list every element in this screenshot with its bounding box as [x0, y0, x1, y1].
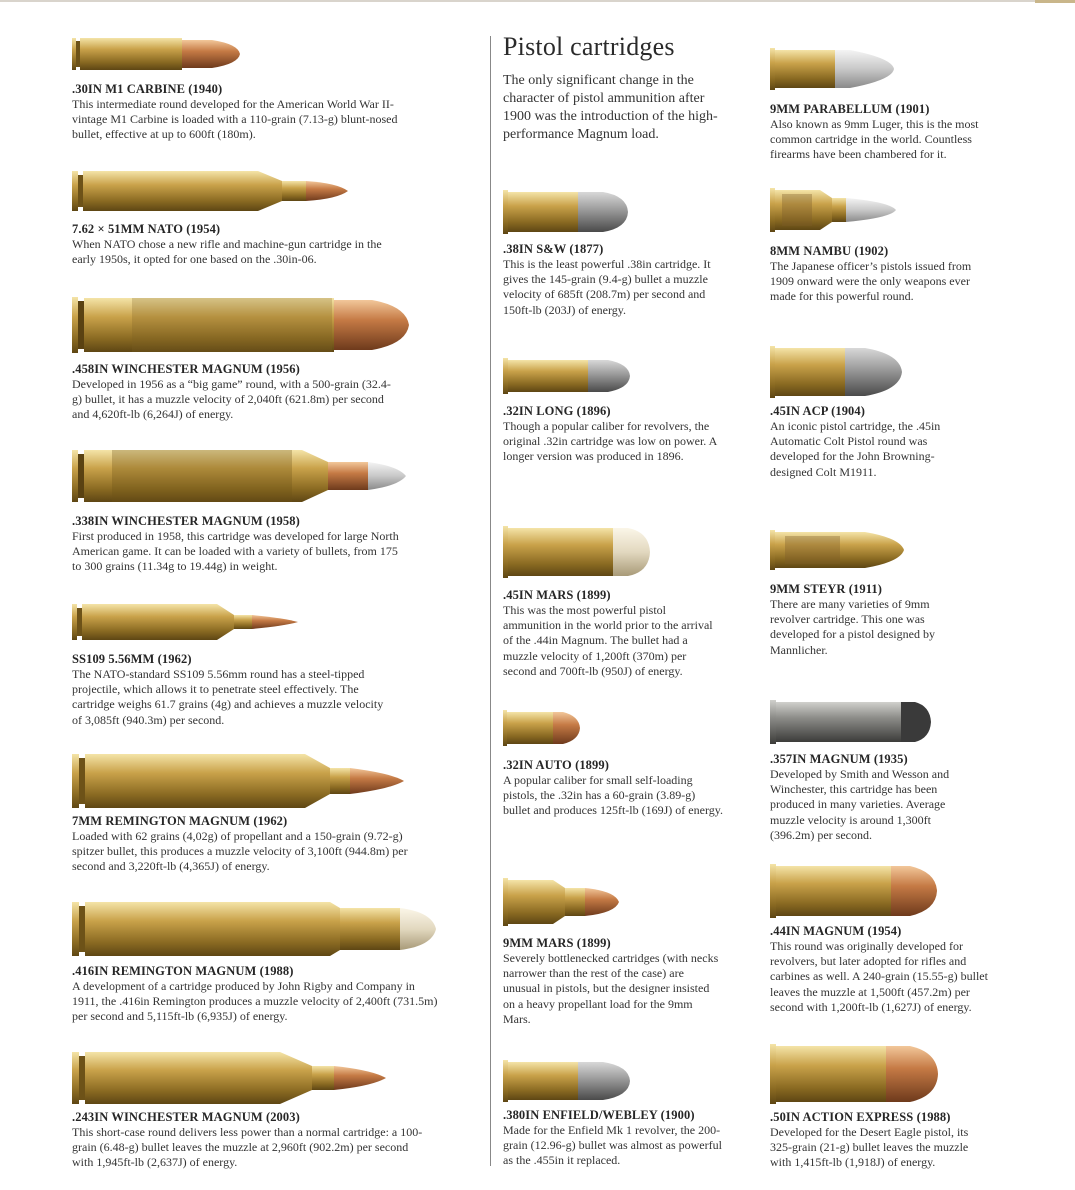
cartridge-entry	[770, 528, 1010, 658]
cartridge-title: .32IN AUTO (1899)	[503, 758, 609, 772]
cartridge-entry	[72, 166, 472, 267]
cartridge-image	[770, 698, 935, 746]
cartridge-image	[503, 524, 653, 580]
top-border-accent	[1035, 0, 1075, 3]
cartridge-description: This intermediate round developed for the American World War II-vintage M1 Carbine is loaded with a 110-grain (7.13-g) blunt-nosed bullet, effective at up to 600ft (180m).	[72, 97, 398, 142]
cartridge-image	[503, 708, 583, 748]
cartridge-image	[72, 446, 412, 506]
cartridge-title: 7.62 × 51MM NATO (1954)	[72, 222, 221, 236]
cartridge-entry	[72, 34, 472, 143]
cartridge-image	[503, 356, 633, 396]
cartridge-image	[503, 188, 633, 236]
cartridge-entry	[503, 1058, 743, 1169]
cartridge-entry	[770, 698, 1010, 843]
cartridge-title: 9MM STEYR (1911)	[770, 582, 883, 596]
cartridge-image	[72, 294, 412, 356]
cartridge-description: Developed in 1956 as a “big game” round, with a 500-grain (32.4-g) bullet, it has a muzzle velocity of 2,040ft (621.8m) per second and 4,620ft-lb (6,264J) of energy.	[72, 377, 391, 422]
cartridge-description: A development of a cartridge produced by John Rigby and Company in 1911, the .416in Remington produces a muzzle velocity of 2,400ft (731.5m) per second and 5,115ft-lb (6,935J) of energy.	[72, 979, 438, 1024]
cartridge-title: 9MM MARS (1899)	[503, 936, 611, 950]
cartridge-image	[770, 528, 910, 572]
cartridge-title: .50IN ACTION EXPRESS (1988)	[770, 1110, 951, 1124]
cartridge-description: This short-case round delivers less power than a normal cartridge: a 100-grain (6.48-g) bullet leaves the muzzle at 2,960ft (902.2m) per second with 1,945ft-lb (2,637J) of energy.	[72, 1125, 423, 1170]
cartridge-description: Though a popular caliber for revolvers, the original .32in cartridge was low on power. A longer version was produced in 1896.	[503, 419, 717, 464]
cartridge-image	[503, 1058, 633, 1104]
cartridge-entry	[770, 186, 1010, 305]
cartridge-image	[72, 166, 352, 216]
cartridge-image	[503, 876, 623, 928]
cartridge-image	[770, 1042, 940, 1106]
cartridge-title: .45IN ACP (1904)	[770, 404, 866, 418]
cartridge-image	[770, 186, 900, 234]
cartridge-title: .243IN WINCHESTER MAGNUM (2003)	[72, 1110, 300, 1124]
cartridge-image	[770, 46, 900, 92]
cartridge-entry	[503, 188, 743, 318]
cartridge-entry	[72, 750, 472, 875]
cartridge-entry	[72, 898, 472, 1025]
cartridge-description: Also known as 9mm Luger, this is the most common cartridge in the world. Countless firearms have been chambered for it.	[770, 117, 979, 162]
cartridge-image	[72, 600, 302, 644]
cartridge-image	[770, 344, 905, 400]
cartridge-entry	[503, 524, 743, 679]
cartridge-image	[72, 34, 242, 74]
cartridge-description: Developed by Smith and Wesson and Winchester, this cartridge has been produced in many varieties. Average muzzle velocity is around 1,300ft (396.2m) per second.	[770, 767, 950, 842]
cartridge-entry	[503, 356, 743, 465]
cartridge-description: First produced in 1958, this cartridge was developed for large North American game. It can be loaded with a variety of bullets, from 175 to 300 grains (11.34g to 19.44g) in weight.	[72, 529, 399, 574]
cartridge-title: .416IN REMINGTON MAGNUM (1988)	[72, 964, 294, 978]
cartridge-title: .44IN MAGNUM (1954)	[770, 924, 902, 938]
cartridge-image	[72, 1048, 412, 1108]
cartridge-image	[72, 898, 442, 960]
cartridge-image	[770, 862, 940, 920]
cartridge-entry	[72, 446, 472, 575]
cartridge-entry	[72, 600, 472, 728]
cartridge-entry	[770, 862, 1010, 1015]
cartridge-title: 8MM NAMBU (1902)	[770, 244, 889, 258]
cartridge-title: 7MM REMINGTON MAGNUM (1962)	[72, 814, 288, 828]
cartridge-description: Made for the Enfield Mk 1 revolver, the 200-grain (12.96-g) bullet was almost as powerful as the .455in it replaced.	[503, 1123, 722, 1168]
cartridge-entry	[72, 1048, 472, 1171]
cartridge-description: The Japanese officer’s pistols issued from 1909 onward were the only weapons ever made for this powerful round.	[770, 259, 972, 304]
top-border	[0, 0, 1075, 2]
cartridge-entry	[770, 46, 1010, 163]
cartridge-title: .32IN LONG (1896)	[503, 404, 611, 418]
cartridge-description: An iconic pistol cartridge, the .45in Automatic Colt Pistol round was developed for the John Browning-designed Colt M1911.	[770, 419, 941, 479]
cartridge-title: .380IN ENFIELD/WEBLEY (1900)	[503, 1108, 695, 1122]
cartridge-entry	[770, 1042, 1010, 1171]
cartridge-entry	[503, 876, 743, 1027]
cartridge-description: Developed for the Desert Eagle pistol, its 325-grain (21-g) bullet leaves the muzzle with 1,415ft-lb (1,918J) of energy.	[770, 1125, 969, 1170]
cartridge-title: SS109 5.56MM (1962)	[72, 652, 192, 666]
cartridge-description: This was the most powerful pistol ammunition in the world prior to the arrival of the .44in Magnum. The bullet had a muzzle velocity of 1,200ft (370m) per second and 700ft-lb (950J) of energy.	[503, 603, 713, 678]
cartridge-title: 9MM PARABELLUM (1901)	[770, 102, 930, 116]
section-intro: The only significant change in the character of pistol ammunition after 1900 was the introduction of the high-performance Magnum load.	[503, 73, 718, 142]
column-divider	[490, 36, 491, 1166]
cartridge-title: .30IN M1 CARBINE (1940)	[72, 82, 223, 96]
cartridge-image	[72, 750, 412, 812]
cartridge-title: .357IN MAGNUM (1935)	[770, 752, 908, 766]
cartridge-description: Severely bottlenecked cartridges (with necks narrower than the rest of the case) are unusual in pistols, but the designer insisted on a heavy propellant load for the 9mm Mars.	[503, 951, 719, 1026]
cartridge-title: .38IN S&W (1877)	[503, 242, 604, 256]
cartridge-description: There are many varieties of 9mm revolver cartridge. This one was developed for a pistol designed by Mannlicher.	[770, 597, 935, 657]
cartridge-title: .338IN WINCHESTER MAGNUM (1958)	[72, 514, 300, 528]
cartridge-description: This is the least powerful .38in cartridge. It gives the 145-grain (9.4-g) bullet a muzzle velocity of 685ft (208.7m) per second and 150ft-lb (203J) of energy.	[503, 257, 711, 317]
cartridge-description: A popular caliber for small self-loading pistols, the .32in has a 60-grain (3.89-g) bullet and produces 125ft-lb (169J) of energy.	[503, 773, 723, 818]
cartridge-entry	[503, 708, 743, 819]
section-title: Pistol cartridges	[503, 32, 675, 61]
cartridge-description: The NATO-standard SS109 5.56mm round has a steel-tipped projectile, which allows it to penetrate steel effectively. The cartridge weighs 61.7 grains (4g) and achieves a muzzle velocity of 3,085ft (940.3m) per second.	[72, 667, 384, 727]
cartridge-title: .45IN MARS (1899)	[503, 588, 611, 602]
cartridge-description: Loaded with 62 grains (4,02g) of propellant and a 150-grain (9.72-g) spitzer bullet, this produces a muzzle velocity of 3,100ft (944.8m) per second and 3,220ft-lb (4,365J) of energy.	[72, 829, 408, 874]
cartridge-entry	[72, 294, 472, 423]
cartridge-title: .458IN WINCHESTER MAGNUM (1956)	[72, 362, 300, 376]
cartridge-description: This round was originally developed for revolvers, but later adopted for rifles and carbines as well. A 240-grain (15.55-g) bullet leaves the muzzle at 1,500ft (457.2m) per second with 1,200ft-lb (1,627J) of energy.	[770, 939, 988, 1014]
cartridge-description: When NATO chose a new rifle and machine-gun cartridge in the early 1950s, it opted for one based on the .30in-06.	[72, 237, 382, 267]
cartridge-entry	[770, 344, 1010, 480]
